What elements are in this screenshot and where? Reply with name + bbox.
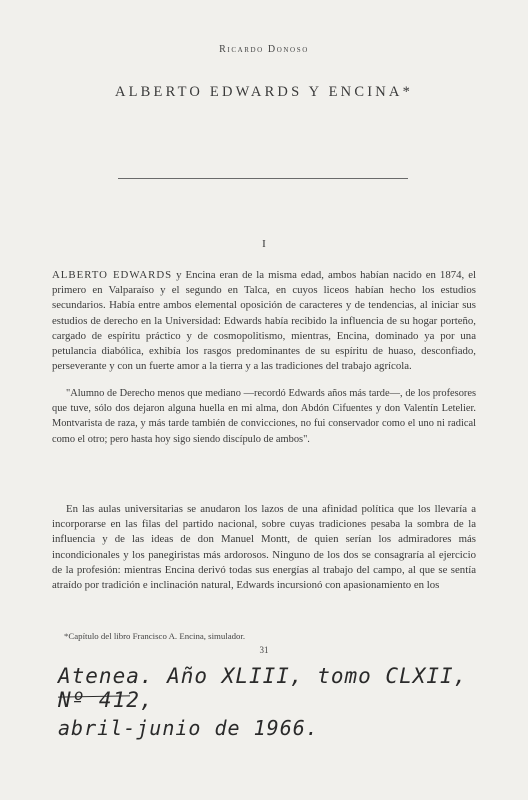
paragraph-text: "Alumno de Derecho menos que mediano —recordó Edwards años más tarde—, de los profesores que tuve, sólo dos dejaron alguna huella en mi alma, don Abdón Cifuentes y don Valentín Letelier. Montvarista de raza, y más tarde también de convicciones, no fui conservador como el uno ni radical como el otro; pero hasta hoy sigo siendo discípulo de ambos". [52, 388, 476, 445]
footnote: *Capítulo del libro Francisco A. Encina, simulador. [64, 631, 246, 641]
paragraph-text: y Encina eran de la misma edad, ambos habían nacido en 1874, el primero en Valparaíso y el segundo en Talca, en cuyos liceos habían hecho los estudios secundarios. Había entre ambos elemental oposición de caracteres y de tendencias, al iniciar sus estudios de derecho en la Universidad: Edwards había recibido la influencia de su hogar porteño, cargado de espíritu práctico y de cosmopolitismo, mientras, Encina, dominado ya por una petulancia diabólica, exhibía los rasgos predominantes de su espíritu de huaso, desconfiado, perseverante y con un fuerte amor a la tierra y a las tradiciones del trabajo agrícola. [52, 269, 477, 373]
paragraph-3 [52, 502, 476, 593]
article-title: ALBERTO EDWARDS Y ENCINA* [114, 84, 414, 100]
paragraph-2 [52, 386, 476, 447]
running-header-author: Ricardo Donoso [219, 44, 309, 55]
paragraph-text: En las aulas universitarias se anudaron los lazos de una afinidad política que los llevaría a incorporarse en las filas del partido nacional, sobre cuyas tradiciones pesaba la sombra de la influencia y de las ideas de don Manuel Montt, de quien serían los admiradores más incondicionales y los panegiristas más ardorosos. Ninguno de los dos se consagraría al ejercicio de la profesión: mientras Encina derivó todas sus energías al trabajo del campo, al que se sentía atraído por tradición e inclinación natural, Edwards incursionó con apasionamiento en los [52, 503, 476, 592]
paragraph-1 [52, 268, 476, 374]
paragraph-lead: ALBERTO EDWARDS [52, 269, 173, 281]
page-number: 31 [259, 645, 269, 655]
section-number: I [262, 238, 266, 250]
title-divider [118, 178, 408, 179]
handwritten-citation-line-2: abril-junio de 1966. [58, 716, 319, 740]
handwritten-citation-line-1: Atenea. Año XLIII, tomo CLXII, Nº 412, [58, 664, 468, 712]
